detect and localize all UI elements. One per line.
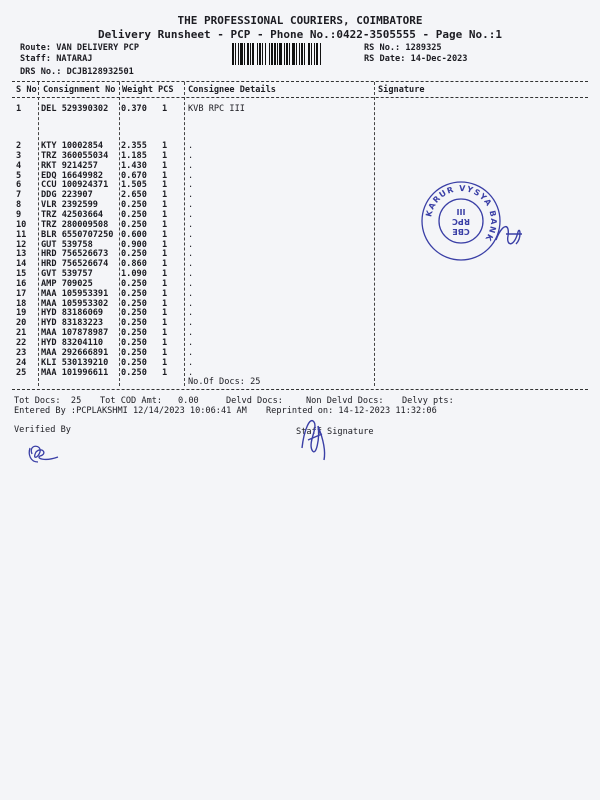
row-weight: 0.600 <box>121 229 147 240</box>
row-consignment-number: KLI 530139210 <box>41 357 109 368</box>
row-consignment-number: GUT 539758 <box>41 239 93 250</box>
row-consignee-details: . <box>188 209 194 220</box>
row-pieces: 1 <box>162 190 168 201</box>
row-weight: 0.250 <box>121 200 147 211</box>
row-consignment-number: MAA 101996611 <box>41 367 109 378</box>
row-consignment-number: TRZ 360055034 <box>41 150 109 161</box>
row-serial-number: 1 <box>16 104 22 114</box>
stamp-outer-text: KARUR VYSYA BANK <box>424 183 499 244</box>
row-weight: 0.860 <box>121 259 147 270</box>
row-consignee-details: . <box>188 347 194 358</box>
column-divider <box>184 82 185 386</box>
row-consignee-details: . <box>188 229 194 240</box>
col-header-pcs: PCS <box>158 85 174 95</box>
row-consignment-number: TRZ 42503664 <box>41 209 104 220</box>
row-weight: 2.650 <box>121 190 147 201</box>
no-of-docs: No.Of Docs: 25 <box>188 377 261 387</box>
row-serial-number: 14 <box>16 259 27 270</box>
staff-signature-label: Staff Signature <box>296 427 374 437</box>
row-consignment-number: DEL 529390302 <box>41 104 109 114</box>
row-serial-number: 24 <box>16 357 27 368</box>
row-serial-number: 2 <box>16 141 22 151</box>
row-weight: 0.370 <box>121 104 147 114</box>
row-weight: 0.250 <box>121 347 147 358</box>
handwritten-initial <box>26 442 60 464</box>
row-consignee-details: . <box>188 318 194 329</box>
row-consignment-number: HRD 756526673 <box>41 249 109 260</box>
row-weight: 0.250 <box>121 308 147 319</box>
row-serial-number: 21 <box>16 328 27 339</box>
row-weight: 0.250 <box>121 328 147 339</box>
row-consignment-number: VLR 2392599 <box>41 200 98 211</box>
row-consignment-number: MAA 292666891 <box>41 347 109 358</box>
row-consignment-number: MAA 107878987 <box>41 328 109 339</box>
row-weight: 2.355 <box>121 141 147 151</box>
row-serial-number: 6 <box>16 180 22 191</box>
col-header-sno: S No <box>16 85 37 95</box>
stamp-inner-line: III <box>456 207 466 216</box>
row-pieces: 1 <box>162 338 168 348</box>
row-consignee-details: . <box>188 278 194 289</box>
row-pieces: 1 <box>162 308 168 319</box>
row-pieces: 1 <box>162 278 168 289</box>
reprinted-on: Reprinted on: 14-12-2023 11:32:06 <box>266 406 437 416</box>
row-consignee-details: . <box>188 298 194 309</box>
row-pieces: 1 <box>162 367 168 378</box>
row-weight: 1.090 <box>121 269 147 280</box>
row-weight: 0.250 <box>121 298 147 309</box>
row-serial-number: 3 <box>16 150 22 161</box>
row-consignment-number: EDQ 16649982 <box>41 170 104 181</box>
row-consignment-number: MAA 105953302 <box>41 298 109 309</box>
row-consignment-number: HYD 83183223 <box>41 318 104 329</box>
total-docs: Tot Docs: 25 <box>14 396 82 406</box>
col-header-weight: Weight <box>122 85 154 95</box>
row-serial-number: 25 <box>16 367 27 378</box>
row-pieces: 1 <box>162 170 168 181</box>
row-pieces: 1 <box>162 180 168 191</box>
row-weight: 1.430 <box>121 160 147 171</box>
col-header-signature: Signature <box>378 85 425 95</box>
row-consignment-number: HYD 83204110 <box>41 338 104 348</box>
row-consignment-number: TRZ 280009508 <box>41 219 109 230</box>
row-consignee-details: . <box>188 288 194 299</box>
row-consignee-details: . <box>188 308 194 319</box>
row-weight: 0.900 <box>121 239 147 250</box>
row-serial-number: 10 <box>16 219 27 230</box>
row-consignee-details: . <box>188 239 194 250</box>
row-weight: 0.250 <box>121 367 147 378</box>
company-title: THE PROFESSIONAL COURIERS, COIMBATORE <box>177 14 423 27</box>
rs-date: RS Date: 14-Dec-2023 <box>364 54 468 64</box>
entered-by: Entered By :PCPLAKSHMI 12/14/2023 10:06:41 AM <box>14 406 247 416</box>
row-serial-number: 13 <box>16 249 27 260</box>
row-weight: 1.185 <box>121 150 147 161</box>
row-serial-number: 12 <box>16 239 27 250</box>
stamp-inner-line: RPC <box>452 217 470 226</box>
non-delivered-docs: Non Delvd Docs: <box>306 396 384 406</box>
row-serial-number: 9 <box>16 209 22 220</box>
row-serial-number: 7 <box>16 190 22 201</box>
row-weight: 0.250 <box>121 209 147 220</box>
rs-number: RS No.: 1289325 <box>364 43 442 53</box>
row-serial-number: 8 <box>16 200 22 211</box>
row-consignee-details: . <box>188 160 194 171</box>
total-cod-label: Tot COD Amt: <box>100 396 163 406</box>
row-weight: 0.670 <box>121 170 147 181</box>
row-weight: 0.250 <box>121 249 147 260</box>
row-consignee-details: . <box>188 328 194 339</box>
row-consignee-details: . <box>188 357 194 368</box>
row-consignee-details: . <box>188 269 194 280</box>
column-divider <box>38 82 39 386</box>
row-consignment-number: KTY 10002854 <box>41 141 104 151</box>
row-consignee-details: . <box>188 249 194 260</box>
row-pieces: 1 <box>162 259 168 270</box>
row-serial-number: 23 <box>16 347 27 358</box>
runsheet-subtitle: Delivery Runsheet - PCP - Phone No.:0422-3505555 - Page No.:1 <box>98 28 502 41</box>
row-consignment-number: GVT 539757 <box>41 269 93 280</box>
row-serial-number: 16 <box>16 278 27 289</box>
row-consignee-details: . <box>188 190 194 201</box>
row-pieces: 1 <box>162 269 168 280</box>
row-pieces: 1 <box>162 298 168 309</box>
row-pieces: 1 <box>162 328 168 339</box>
verified-by: Verified By <box>14 425 71 435</box>
row-pieces: 1 <box>162 239 168 250</box>
row-pieces: 1 <box>162 104 168 114</box>
row-consignment-number: HYD 83186069 <box>41 308 104 319</box>
row-consignee-details: . <box>188 150 194 161</box>
row-pieces: 1 <box>162 318 168 329</box>
row-pieces: 1 <box>162 219 168 230</box>
row-weight: 0.250 <box>121 278 147 289</box>
row-consignee-details: . <box>188 219 194 230</box>
row-pieces: 1 <box>162 288 168 299</box>
total-cod-value: 0.00 <box>178 396 199 406</box>
row-consignee-details: . <box>188 367 194 378</box>
divider <box>12 389 588 390</box>
col-header-consignee: Consignee Details <box>188 85 276 95</box>
handwritten-signature <box>492 218 526 252</box>
row-consignment-number: BLR 6550707250 <box>41 229 114 240</box>
row-weight: 1.505 <box>121 180 147 191</box>
row-serial-number: 5 <box>16 170 22 181</box>
row-consignment-number: RKT 9214257 <box>41 160 98 171</box>
row-weight: 0.250 <box>121 318 147 329</box>
route-label: Route: VAN DELIVERY PCP <box>20 43 139 53</box>
handwritten-signature <box>296 412 336 464</box>
row-pieces: 1 <box>162 141 168 151</box>
row-pieces: 1 <box>162 347 168 358</box>
column-divider <box>374 82 375 386</box>
divider <box>12 81 588 82</box>
row-pieces: 1 <box>162 229 168 240</box>
row-serial-number: 20 <box>16 318 27 329</box>
row-consignee-details: . <box>188 338 194 348</box>
row-consignee-details: . <box>188 141 194 151</box>
row-consignee-details: . <box>188 180 194 191</box>
row-consignment-number: MAA 105953391 <box>41 288 109 299</box>
row-serial-number: 11 <box>16 229 27 240</box>
delivered-docs: Delvd Docs: <box>226 396 283 406</box>
column-divider <box>119 82 120 386</box>
row-weight: 0.250 <box>121 288 147 299</box>
row-pieces: 1 <box>162 160 168 171</box>
row-weight: 0.250 <box>121 357 147 368</box>
row-weight: 0.250 <box>121 219 147 230</box>
row-serial-number: 18 <box>16 298 27 309</box>
bank-stamp <box>420 180 502 262</box>
barcode-icon <box>232 43 358 65</box>
row-consignment-number: DDG 223907 <box>41 190 93 201</box>
row-serial-number: 15 <box>16 269 27 280</box>
row-consignment-number: HRD 756526674 <box>41 259 109 270</box>
row-consignee-details: . <box>188 259 194 270</box>
row-consignee-details: KVB RPC III <box>188 104 245 114</box>
staff-label: Staff: NATARAJ <box>20 54 93 64</box>
col-header-consignment: Consignment No <box>43 85 116 95</box>
stamp-inner-line: CBE <box>452 227 470 236</box>
row-serial-number: 22 <box>16 338 27 348</box>
row-weight: 0.250 <box>121 338 147 348</box>
row-serial-number: 19 <box>16 308 27 319</box>
divider <box>12 97 588 98</box>
row-consignment-number: AMP 709025 <box>41 278 93 289</box>
row-pieces: 1 <box>162 209 168 220</box>
row-consignee-details: . <box>188 200 194 211</box>
row-serial-number: 17 <box>16 288 27 299</box>
row-pieces: 1 <box>162 249 168 260</box>
row-pieces: 1 <box>162 200 168 211</box>
row-consignment-number: CCU 100924371 <box>41 180 109 191</box>
row-pieces: 1 <box>162 150 168 161</box>
drs-number: DRS No.: DCJB128932501 <box>20 67 134 77</box>
row-pieces: 1 <box>162 357 168 368</box>
row-consignee-details: . <box>188 170 194 181</box>
row-serial-number: 4 <box>16 160 22 171</box>
delivery-points: Delvy pts: <box>402 396 454 406</box>
